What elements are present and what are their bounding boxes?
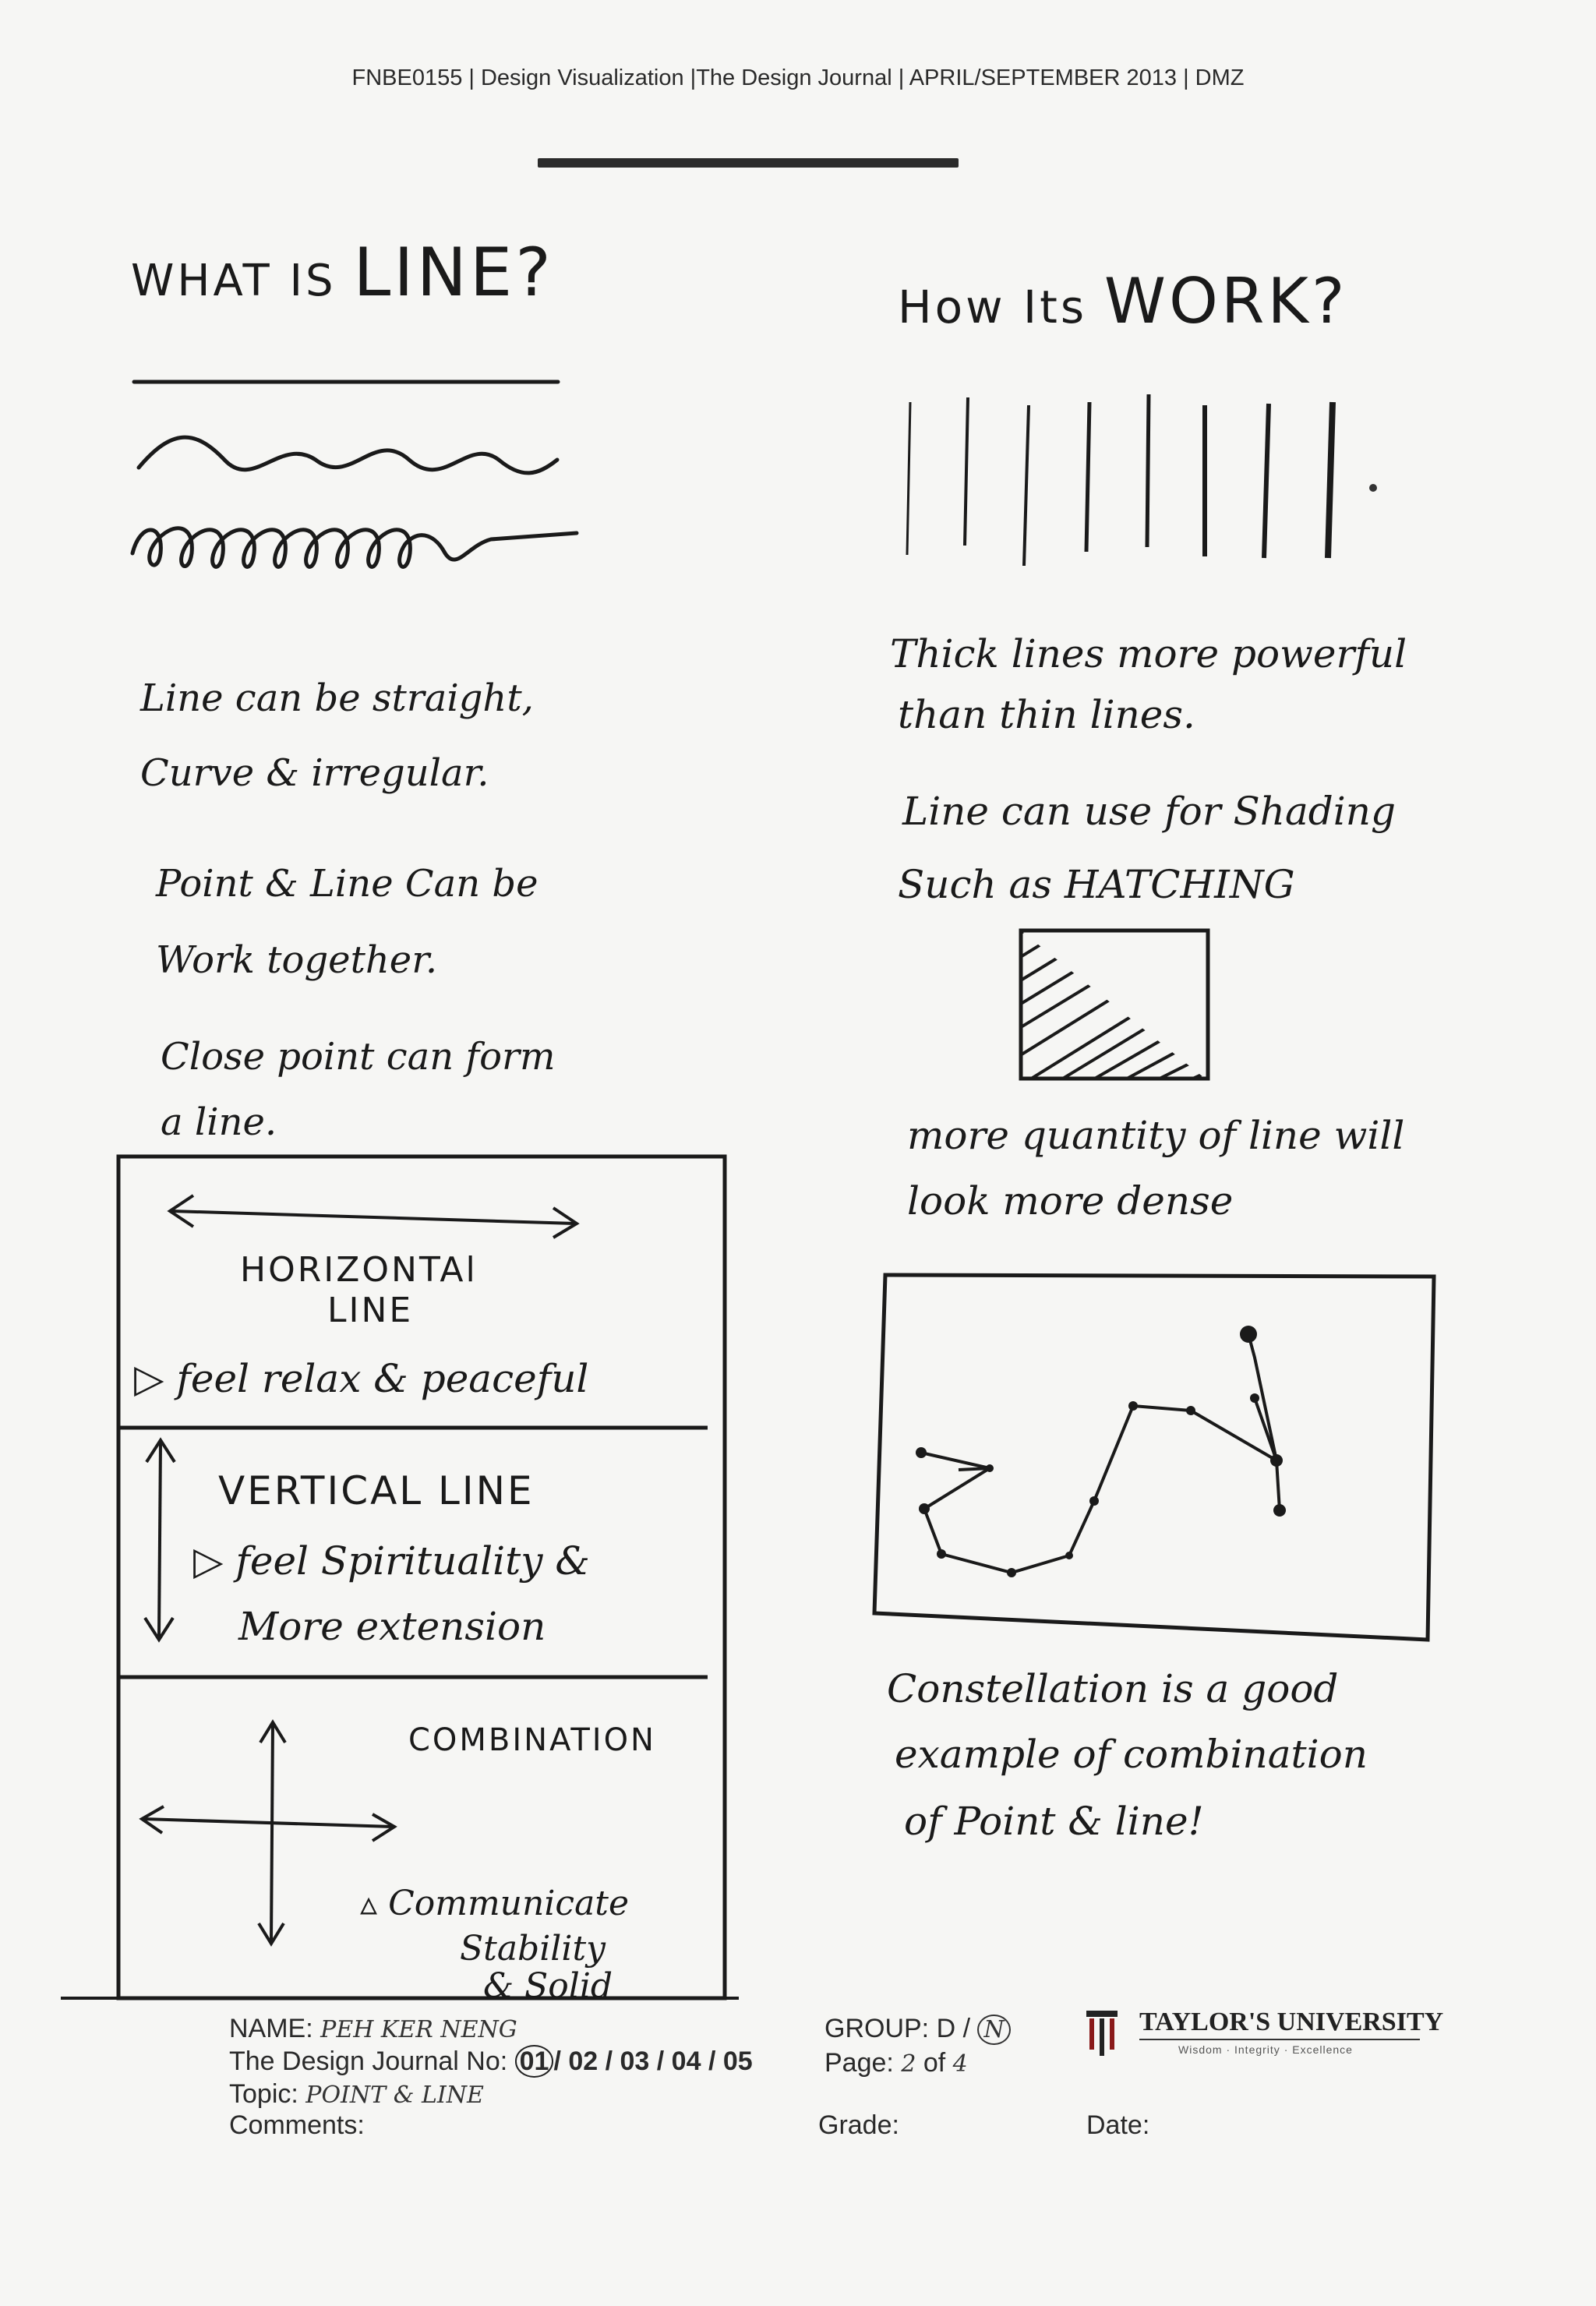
vertical-line-note-2: More extension [238, 1604, 546, 1649]
date-label: Date: [1086, 2110, 1150, 2140]
left-title-main: LINE? [353, 234, 554, 312]
combination-label: COMBINATION [408, 1722, 656, 1758]
right-title-main: WORK? [1103, 265, 1348, 337]
university-motto: Wisdom · Integrity · Excellence [1178, 2043, 1353, 2056]
journal-number-selected: 01 [515, 2045, 554, 2078]
horizontal-line-label-2: LINE [327, 1291, 414, 1330]
left-note-5: Close point can form [161, 1035, 556, 1079]
left-note-2: Curve & irregular. [140, 751, 489, 795]
vertical-arrow-icon [145, 1440, 175, 1640]
page-value: 2 [901, 2050, 916, 2078]
horizontal-arrow-icon [170, 1195, 577, 1238]
right-title-prefix: How Its [898, 281, 1088, 334]
page-of: of [923, 2048, 946, 2078]
left-note-4: Work together. [156, 938, 438, 982]
page-label: Page: [824, 2048, 894, 2078]
name-value: PEH KER NENG [320, 2016, 517, 2043]
topic-label: Topic: [229, 2079, 298, 2109]
wavy-line-sketch [139, 437, 557, 473]
loop-line-sketch [132, 528, 577, 567]
university-name: TAYLOR'S UNIVERSITY [1139, 2008, 1444, 2036]
cross-arrows-icon [142, 1722, 394, 1944]
right-title [898, 265, 1347, 337]
combination-note-3: & Solid [483, 1966, 613, 2006]
footer-name [229, 2014, 517, 2044]
horizontal-line-label-1: HORIZONTAl [240, 1250, 478, 1290]
line-thickness-sketch [896, 382, 1395, 577]
university-rule [1139, 2039, 1420, 2040]
vertical-line-note-1: ▷ feel Spirituality & [193, 1538, 590, 1584]
journal-label: The Design Journal No: [229, 2046, 508, 2076]
right-note-8: example of combination [895, 1732, 1368, 1777]
left-note-1: Line can be straight, [140, 676, 534, 720]
vertical-line-label: VERTICAL LINE [218, 1468, 535, 1513]
right-note-2: than thin lines. [898, 692, 1195, 737]
grade-label: Grade: [818, 2110, 899, 2140]
footer-journal [229, 2046, 753, 2077]
course-header: FNBE0155 | Design Visualization |The Design Journal | APRIL/SEPTEMBER 2013 | DMZ [351, 65, 1245, 90]
group-label: GROUP: D / [824, 2014, 971, 2043]
footer-group [824, 2014, 1011, 2044]
right-note-1: Thick lines more powerful [890, 631, 1407, 676]
left-note-3: Point & Line Can be [156, 862, 538, 906]
line-examples-sketch [125, 343, 592, 608]
header-rule [538, 158, 959, 168]
footer-topic [229, 2079, 484, 2110]
combination-note-1: ▵ Communicate [360, 1884, 630, 1923]
left-note-6: a line. [161, 1100, 277, 1144]
group-value: N [977, 2015, 1010, 2045]
left-title [131, 234, 554, 312]
name-label: NAME: [229, 2014, 313, 2043]
combination-note-2: Stability [460, 1929, 606, 1969]
footer-page [824, 2048, 968, 2078]
journal-numbers-rest: / 02 / 03 / 04 / 05 [553, 2046, 753, 2076]
right-note-9: of Point & line! [904, 1799, 1204, 1844]
constellation-sketch [865, 1258, 1442, 1647]
page-total: 4 [952, 2050, 968, 2078]
left-title-prefix: WHAT IS [131, 256, 337, 306]
right-note-6: look more dense [907, 1178, 1234, 1224]
right-note-4: Such as HATCHING [898, 862, 1295, 907]
horizontal-line-note: ▷ feel relax & peaceful [134, 1356, 589, 1401]
right-note-3: Line can use for Shading [902, 789, 1396, 834]
right-note-7: Constellation is a good [887, 1666, 1339, 1711]
topic-value: POINT & LINE [305, 2082, 484, 2109]
comments-label: Comments: [229, 2110, 365, 2140]
right-note-5: more quantity of line will [907, 1113, 1405, 1158]
hatching-sketch [1016, 924, 1219, 1088]
taylors-shield-icon [1085, 2009, 1119, 2057]
